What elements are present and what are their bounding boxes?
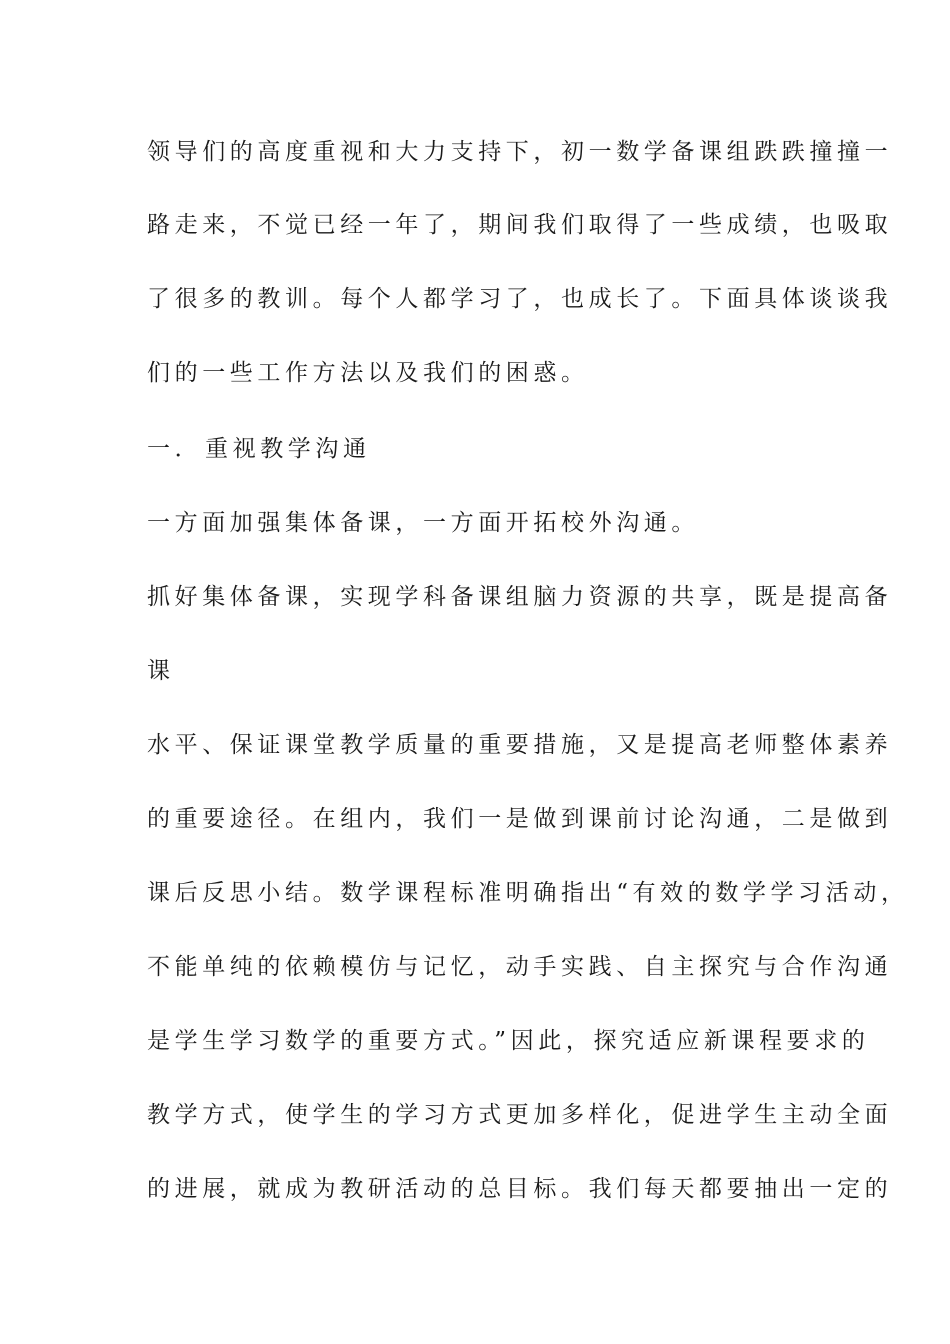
section-title: 重视教学沟通 bbox=[205, 436, 371, 462]
paragraph-line: 了很多的教训。每个人都学习了，也成长了。下面具体谈谈我 bbox=[147, 286, 893, 312]
paragraph-line: 们的一些工作方法以及我们的困惑。 bbox=[147, 360, 589, 386]
paragraph-line: 课后反思小结。数学课程标准明确指出“有效的数学学习活动， bbox=[147, 880, 909, 906]
paragraph-line: 的重要途径。在组内，我们一是做到课前讨论沟通，二是做到 bbox=[147, 806, 893, 832]
paragraph-line: 领导们的高度重视和大力支持下，初一数学备课组跌跌撞撞一 bbox=[147, 139, 893, 165]
section-heading bbox=[147, 434, 371, 464]
paragraph-line: 的进展，就成为教研活动的总目标。我们每天都要抽出一定的 bbox=[147, 1176, 893, 1202]
paragraph-line: 教学方式，使学生的学习方式更加多样化，促进学生主动全面 bbox=[147, 1102, 893, 1128]
section-number: 一． bbox=[147, 436, 203, 462]
paragraph-line: 水平、保证课堂教学质量的重要措施，又是提高老师整体素养 bbox=[147, 732, 893, 758]
paragraph-line: 是学生学习数学的重要方式。”因此，探究适应新课程要求的 bbox=[147, 1028, 870, 1054]
paragraph-line: 一方面加强集体备课，一方面开拓校外沟通。 bbox=[147, 510, 699, 536]
paragraph-line: 路走来，不觉已经一年了，期间我们取得了一些成绩，也吸取 bbox=[147, 212, 893, 238]
paragraph-line: 抓好集体备课，实现学科备课组脑力资源的共享，既是提高备 bbox=[147, 584, 893, 610]
paragraph-line: 不能单纯的依赖模仿与记忆，动手实践、自主探究与合作沟通 bbox=[147, 954, 893, 980]
paragraph-line: 课 bbox=[147, 658, 175, 684]
